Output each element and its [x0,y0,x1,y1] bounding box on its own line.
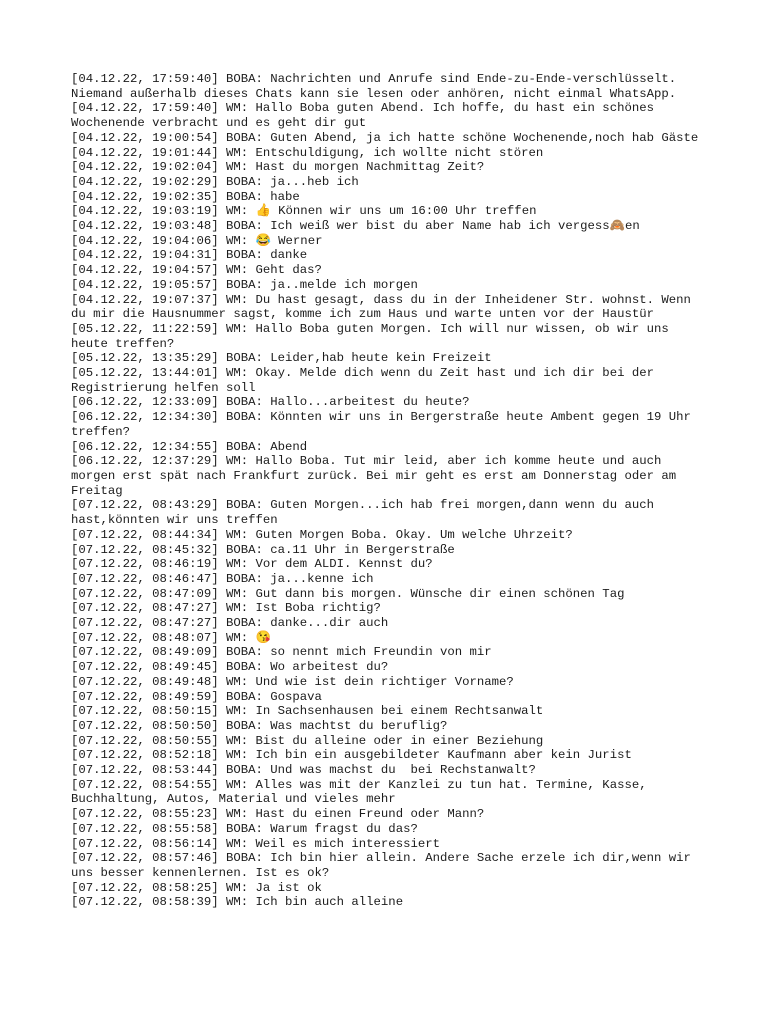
message-line: [04.12.22, 19:02:04] WM: Hast du morgen Nachmittag Zeit? [71,160,485,175]
message-line: [07.12.22, 08:55:23] WM: Hast du einen Freund oder Mann? [71,807,485,822]
message-line: [06.12.22, 12:37:29] WM: Hallo Boba. Tut mir leid, aber ich komme heute und auch morgen erst spät nach Frankfurt zurück. Bei mir geht es erst am Donnerstag oder am Freitag [71,454,684,498]
message-line: [04.12.22, 19:00:54] BOBA: Guten Abend, ja ich hatte schöne Wochenende,noch hab Gäste [71,130,699,145]
message-line: [07.12.22, 08:49:45] BOBA: Wo arbeitest du? [71,660,389,675]
message-line: [07.12.22, 08:46:47] BOBA: ja...kenne ich [71,571,374,586]
message-line: [04.12.22, 19:04:57] WM: Geht das? [71,263,322,278]
message-line: [07.12.22, 08:58:25] WM: Ja ist ok [71,880,322,895]
message-line: [07.12.22, 08:54:55] WM: Alles was mit der Kanzlei zu tun hat. Termine, Kasse, Buchhaltung, Autos, Material und vieles mehr [71,777,654,807]
message-line: [07.12.22, 08:47:27] BOBA: danke...dir auch [71,616,389,631]
message-line: [07.12.22, 08:52:18] WM: Ich bin ein ausgebildeter Kaufmann aber kein Jurist [71,748,632,763]
message-line: [07.12.22, 08:49:48] WM: Und wie ist dein richtiger Vorname? [71,674,514,689]
message-line: [05.12.22, 13:35:29] BOBA: Leider,hab heute kein Freizeit [71,351,492,366]
message-line: [04.12.22, 19:04:31] BOBA: danke [71,248,308,263]
message-line: [07.12.22, 08:53:44] BOBA: Und was machst du bei Rechstanwalt? [71,763,536,778]
message-line: [07.12.22, 08:58:39] WM: Ich bin auch alleine [71,895,404,910]
message-line: [07.12.22, 08:56:14] WM: Weil es mich interessiert [71,836,440,851]
message-line: [07.12.22, 08:50:15] WM: In Sachsenhausen bei einem Rechtsanwalt [71,704,544,719]
message-line: [04.12.22, 19:02:29] BOBA: ja...heb ich [71,174,359,189]
message-line: [04.12.22, 19:05:57] BOBA: ja..melde ich morgen [71,277,418,292]
message-line: [04.12.22, 19:07:37] WM: Du hast gesagt, dass du in der Inheidener Str. wohnst. Wenn du mir die Hausnummer sagst, komme ich zum Haus und warte unten vor der Haustür [71,292,699,322]
message-line: [07.12.22, 08:47:09] WM: Gut dann bis morgen. Wünsche dir einen schönen Tag [71,586,625,601]
message-line: [07.12.22, 08:48:07] WM: 😘 [71,630,271,645]
message-line: [04.12.22, 19:03:48] BOBA: Ich weiß wer bist du aber Name hab ich vergess🙈en [71,219,640,234]
message-line: [06.12.22, 12:34:30] BOBA: Könnten wir uns in Bergerstraße heute Ambent gegen 19 Uhr treffen? [71,410,699,439]
message-line: [04.12.22, 17:59:40] BOBA: Nachrichten und Anrufe sind Ende-zu-Ende-verschlüsselt. Niemand außerhalb dieses Chats kann sie lesen oder anhören, nicht einmal WhatsApp. [71,72,684,101]
message-line: [04.12.22, 19:03:19] WM: 👍 Können wir uns um 16:00 Uhr treffen [71,204,537,219]
message-line: [04.12.22, 19:01:44] WM: Entschuldigung, ich wollte nicht stören [71,145,544,160]
message-line: [06.12.22, 12:33:09] BOBA: Hallo...arbeitest du heute? [71,395,470,410]
message-line: [07.12.22, 08:47:27] WM: Ist Boba richtig? [71,601,381,616]
chat-transcript [71,72,701,910]
message-line: [07.12.22, 08:57:46] BOBA: Ich bin hier allein. Andere Sache erzele ich dir,wenn wir uns besser kennenlernen. Ist es ok? [71,851,699,880]
message-line: [07.12.22, 08:49:09] BOBA: so nennt mich Freundin von mir [71,645,492,660]
message-line: [07.12.22, 08:46:19] WM: Vor dem ALDI. Kennst du? [71,557,433,572]
message-line: [07.12.22, 08:45:32] BOBA: ca.11 Uhr in Bergerstraße [71,542,455,557]
message-line: [04.12.22, 17:59:40] WM: Hallo Boba guten Abend. Ich hoffe, du hast ein schönes Wochenende verbracht und es geht dir gut [71,101,662,131]
message-line: [07.12.22, 08:44:34] WM: Guten Morgen Boba. Okay. Um welche Uhrzeit? [71,527,573,542]
message-line: [05.12.22, 13:44:01] WM: Okay. Melde dich wenn du Zeit hast und ich dir bei der Registrierung helfen soll [71,366,662,395]
message-line: [06.12.22, 12:34:55] BOBA: Abend [71,439,308,454]
message-line: [07.12.22, 08:50:55] WM: Bist du alleine oder in einer Beziehung [71,733,544,748]
message-line: [05.12.22, 11:22:59] WM: Hallo Boba guten Morgen. Ich will nur wissen, ob wir uns heute treffen? [71,321,677,351]
message-line: [04.12.22, 19:02:35] BOBA: habe [71,189,300,204]
message-line: [04.12.22, 19:04:06] WM: 😂 Werner [71,233,323,248]
message-line: [07.12.22, 08:55:58] BOBA: Warum fragst du das? [71,821,418,836]
message-line: [07.12.22, 08:50:50] BOBA: Was machtst du beruflig? [71,718,448,733]
message-line: [07.12.22, 08:43:29] BOBA: Guten Morgen...ich hab frei morgen,dann wenn du auch hast,könnten wir uns treffen [71,498,662,528]
message-line: [07.12.22, 08:49:59] BOBA: Gospava [71,689,322,704]
